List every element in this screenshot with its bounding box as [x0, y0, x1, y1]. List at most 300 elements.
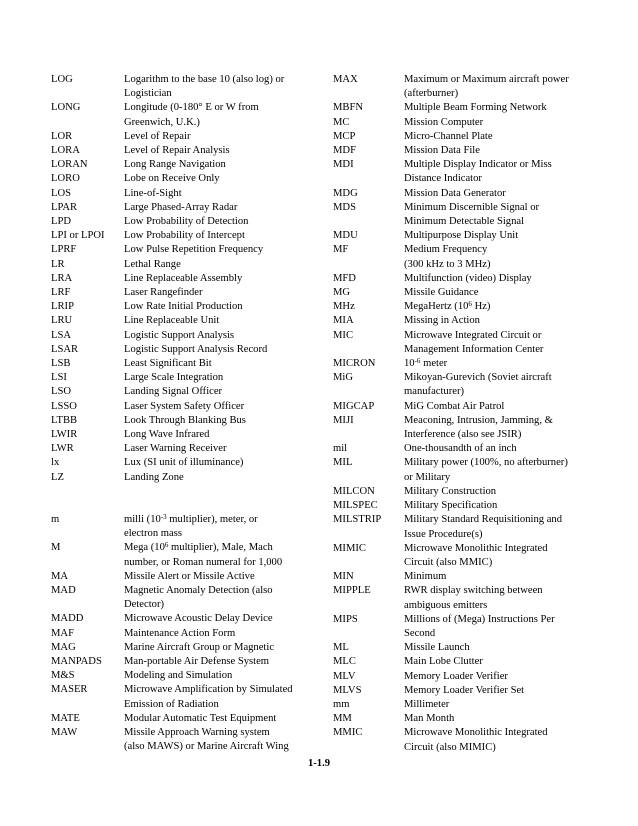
definition-line: Military Specification: [404, 500, 498, 512]
glossary-entry: [51, 513, 313, 541]
definition-text: MegaHertz (10: [404, 301, 469, 313]
glossary-term: MF: [333, 244, 349, 256]
glossary-term: MIJI: [333, 414, 354, 426]
glossary-entry: [51, 371, 313, 385]
definition-line: Microwave Acoustic Delay Device: [124, 613, 273, 625]
glossary-term: MFD: [333, 272, 356, 284]
definition-line: Medium Frequency: [404, 244, 488, 256]
glossary-term: MDG: [333, 187, 358, 199]
definition-text: multiplier), Male, Mach: [168, 542, 273, 554]
glossary-definition: [404, 144, 591, 158]
glossary-entry: [333, 570, 591, 584]
glossary-definition: [404, 130, 591, 144]
glossary-entry: [51, 187, 313, 201]
definition-line: Large Phased-Array Radar: [124, 201, 238, 213]
glossary-entry: [333, 314, 591, 328]
definition-line: Microwave Monolithic Integrated: [404, 727, 548, 739]
glossary-entry: [333, 158, 591, 186]
glossary-term: LZ: [51, 471, 64, 483]
glossary-term: MDF: [333, 145, 356, 157]
glossary-term: LOG: [51, 74, 73, 85]
glossary-definition: [124, 300, 313, 314]
superscript-exponent: -3: [160, 512, 167, 521]
glossary-definition: [124, 243, 313, 257]
glossary-definition: [404, 329, 591, 357]
glossary-definition: [124, 101, 313, 129]
glossary-definition: [404, 712, 591, 726]
glossary-entry: [51, 385, 313, 399]
glossary-term: LPRF: [51, 244, 77, 256]
glossary-term: M&S: [51, 670, 75, 682]
definition-line: One-thousandth of an inch: [404, 443, 517, 455]
definition-text: Hz): [471, 301, 491, 313]
glossary-definition: [404, 442, 591, 456]
glossary-entry: [333, 726, 591, 754]
glossary-entry: [333, 414, 591, 442]
definition-line: Millions of (Mega) Instructions Per: [404, 613, 555, 625]
glossary-definition: [124, 329, 313, 343]
glossary-term: MCP: [333, 130, 356, 142]
glossary-definition: [124, 584, 313, 612]
glossary-entry: [333, 101, 591, 115]
glossary-definition: [124, 442, 313, 456]
definition-line: Line Replaceable Unit: [124, 315, 220, 327]
glossary-term: MAF: [51, 627, 74, 639]
glossary-term: MIPPLE: [333, 585, 371, 597]
definition-line: Issue Procedure(s): [404, 528, 483, 540]
definition-text: Mega (10: [124, 542, 165, 554]
definition-line: MiG Combat Air Patrol: [404, 400, 505, 412]
glossary-entry: [51, 612, 313, 626]
glossary-term: MAW: [51, 726, 78, 738]
glossary-entry: [51, 300, 313, 314]
definition-line: Distance Indicator: [404, 173, 482, 185]
glossary-term: MLV: [333, 670, 356, 682]
definition-text: meter: [420, 358, 448, 370]
glossary-entry: [333, 300, 591, 314]
definition-line: RWR display switching between: [404, 585, 543, 597]
glossary-definition: [404, 371, 591, 399]
definition-line: Greenwich, U.K.): [124, 116, 200, 128]
glossary-term: MDI: [333, 159, 354, 171]
glossary-entry: [333, 371, 591, 399]
glossary-entry: [51, 144, 313, 158]
glossary-entry: [51, 343, 313, 357]
glossary-entry: [51, 712, 313, 726]
section-gap: [51, 485, 313, 513]
glossary-entry: [333, 286, 591, 300]
definition-line: ambiguous emitters: [404, 599, 488, 611]
glossary-entry: [51, 272, 313, 286]
glossary-term: LWIR: [51, 429, 78, 441]
glossary-definition: [124, 357, 313, 371]
definition-line: Mission Data Generator: [404, 187, 506, 199]
glossary-term: MIMIC: [333, 542, 366, 554]
glossary-term: LWR: [51, 443, 74, 455]
definition-line: Minimum Discernible Signal or: [404, 201, 540, 213]
definition-line: Mission Data File: [404, 145, 480, 157]
definition-line: manufacturer): [404, 386, 464, 398]
glossary-term: LRU: [51, 315, 73, 327]
glossary-term: MASER: [51, 684, 88, 696]
glossary-term: MIPS: [333, 613, 358, 625]
glossary-definition: [404, 485, 591, 499]
glossary-entry: [333, 187, 591, 201]
definition-line: Logarithm to the base 10 (also log) or: [124, 74, 285, 85]
glossary-term: MDU: [333, 230, 358, 242]
glossary-entry: [51, 683, 313, 711]
glossary-definition: [124, 570, 313, 584]
definition-line: Large Scale Integration: [124, 372, 224, 384]
definition-line: (300 kHz to 3 MHz): [404, 258, 491, 270]
definition-line: Circuit (also MIMIC): [404, 741, 496, 753]
glossary-definition: [404, 584, 591, 612]
definition-line: Logistic Support Analysis Record: [124, 343, 268, 355]
glossary-definition: [124, 272, 313, 286]
glossary-entry: [51, 357, 313, 371]
glossary-term: LSAR: [51, 343, 79, 355]
glossary-term: MADD: [51, 613, 84, 625]
glossary-entry: [51, 541, 313, 569]
glossary-definition: [124, 130, 313, 144]
right-glossary-column: [333, 73, 591, 755]
definition-line: Low Rate Initial Production: [124, 301, 243, 313]
glossary-term: M: [51, 542, 61, 554]
glossary-definition: [124, 456, 313, 470]
definition-line: Missile Guidance: [404, 287, 479, 299]
definition-line: Long Range Navigation: [124, 159, 226, 171]
glossary-definition: [124, 726, 313, 754]
glossary-entry: [333, 641, 591, 655]
glossary-definition: [404, 613, 591, 641]
glossary-entry: [51, 286, 313, 300]
glossary-entry: [333, 684, 591, 698]
definition-line: Military power (100%, no afterburner): [404, 457, 568, 469]
glossary-definition: [404, 286, 591, 300]
glossary-entry: [51, 329, 313, 343]
glossary-definition: [404, 456, 591, 484]
glossary-term: LOR: [51, 130, 73, 142]
glossary-entry: [333, 698, 591, 712]
glossary-definition: [124, 215, 313, 229]
glossary-term: m: [51, 513, 60, 525]
glossary-term: MIC: [333, 329, 354, 341]
definition-line: Man Month: [404, 713, 455, 725]
definition-line: Level of Repair Analysis: [124, 145, 230, 157]
glossary-term: LPAR: [51, 201, 78, 213]
glossary-definition: [124, 655, 313, 669]
definition-line: Multifunction (video) Display: [404, 272, 532, 284]
definition-line: Meaconing, Intrusion, Jamming, &: [404, 414, 553, 426]
glossary-entry: [333, 329, 591, 357]
glossary-term: LPI or LPOI: [51, 230, 105, 242]
definition-line: Laser Rangefinder: [124, 287, 203, 299]
glossary-term: MM: [333, 713, 352, 725]
glossary-term: MBFN: [333, 102, 364, 114]
glossary-entry: [51, 627, 313, 641]
definition-line: Minimum Detectable Signal: [404, 216, 525, 228]
superscript-exponent: 6: [468, 300, 472, 309]
definition-line: Line-of-Sight: [124, 187, 182, 199]
definition-line: Laser Warning Receiver: [124, 443, 227, 455]
glossary-term: MDS: [333, 201, 356, 213]
glossary-entry: [51, 172, 313, 186]
definition-line: Multiple Beam Forming Network: [404, 102, 547, 114]
glossary-definition: [404, 243, 591, 271]
glossary-definition: [124, 683, 313, 711]
definition-line: Memory Loader Verifier: [404, 670, 508, 682]
glossary-definition: [404, 272, 591, 286]
definition-line: Landing Signal Officer: [124, 386, 223, 398]
glossary-definition: [404, 570, 591, 584]
glossary-term: MLVS: [333, 684, 362, 696]
definition-text: milli (10: [124, 513, 161, 525]
glossary-term: LSI: [51, 372, 67, 384]
glossary-term: MA: [51, 570, 69, 582]
glossary-entry: [51, 669, 313, 683]
glossary-definition: [124, 513, 313, 541]
definition-line: Longitude (0-180° E or W from: [124, 102, 259, 114]
definition-line: Magnetic Anomaly Detection (also: [124, 584, 273, 596]
glossary-definition: [404, 116, 591, 130]
glossary-definition: [124, 627, 313, 641]
glossary-entry: [333, 613, 591, 641]
definition-line: Detector): [124, 599, 164, 611]
glossary-definition: [404, 726, 591, 754]
definition-line: Missile Launch: [404, 642, 470, 654]
glossary-entry: [51, 314, 313, 328]
superscript-exponent: 6: [164, 541, 169, 550]
glossary-definition: [124, 669, 313, 683]
definition-line: [404, 300, 591, 314]
glossary-entry: [51, 130, 313, 144]
glossary-term: MG: [333, 287, 351, 299]
glossary-entry: [333, 485, 591, 499]
glossary-definition: [124, 371, 313, 385]
glossary-definition: [404, 698, 591, 712]
definition-line: or Military: [404, 471, 451, 483]
definition-line: Line Replaceable Assembly: [124, 272, 243, 284]
glossary-entry: [51, 584, 313, 612]
glossary-definition: [124, 201, 313, 215]
glossary-definition: [404, 73, 591, 101]
glossary-entry: [333, 670, 591, 684]
glossary-definition: [124, 471, 313, 485]
glossary-term: MIGCAP: [333, 400, 375, 412]
glossary-term: LONG: [51, 102, 81, 114]
glossary-definition: [124, 400, 313, 414]
definition-line: Low Pulse Repetition Frequency: [124, 244, 264, 256]
glossary-term: LSA: [51, 329, 72, 341]
definition-text: 10: [404, 358, 415, 370]
glossary-entry: [51, 101, 313, 129]
definition-line: Microwave Amplification by Simulated: [124, 684, 293, 696]
glossary-entry: [51, 414, 313, 428]
glossary-entry: [51, 655, 313, 669]
glossary-entry: [51, 73, 313, 101]
glossary-term: MIL: [333, 457, 353, 469]
glossary-term: lx: [51, 457, 60, 469]
glossary-definition: [124, 172, 313, 186]
glossary-entry: [333, 712, 591, 726]
definition-line: Military Standard Requisitioning and: [404, 514, 563, 526]
glossary-definition: [124, 286, 313, 300]
definition-line: Laser System Safety Officer: [124, 400, 245, 412]
definition-line: Interference (also see JSIR): [404, 429, 522, 441]
definition-line: Military Construction: [404, 485, 497, 497]
glossary-entry: [333, 499, 591, 513]
definition-line: Maximum or Maximum aircraft power: [404, 74, 569, 85]
glossary-entry: [51, 243, 313, 257]
glossary-term: MLC: [333, 656, 356, 668]
glossary-entry: [51, 258, 313, 272]
glossary-definition: [404, 655, 591, 669]
glossary-definition: [404, 201, 591, 229]
definition-line: Missile Approach Warning system: [124, 726, 270, 738]
definition-line: Circuit (also MMIC): [404, 556, 493, 568]
glossary-definition: [404, 499, 591, 513]
definition-line: (afterburner): [404, 88, 459, 100]
definition-line: electron mass: [124, 528, 182, 540]
definition-line: Look Through Blanking Bus: [124, 414, 246, 426]
definition-line: Landing Zone: [124, 471, 184, 483]
glossary-term: LSO: [51, 386, 72, 398]
glossary-term: MIN: [333, 571, 354, 583]
glossary-definition: [404, 400, 591, 414]
definition-line: Mikoyan-Gurevich (Soviet aircraft: [404, 372, 552, 384]
glossary-definition: [404, 542, 591, 570]
definition-line: Marine Aircraft Group or Magnetic: [124, 641, 275, 653]
glossary-definition: [124, 641, 313, 655]
glossary-entry: [333, 73, 591, 101]
page-number: 1-1.9: [307, 758, 331, 769]
glossary-term: MAD: [51, 584, 76, 596]
glossary-entry: [51, 201, 313, 215]
glossary-term: LTBB: [51, 414, 78, 426]
definition-line: Long Wave Infrared: [124, 429, 210, 441]
definition-line: Missile Alert or Missile Active: [124, 570, 255, 582]
definition-line: Memory Loader Verifier Set: [404, 684, 525, 696]
glossary-entry: [51, 400, 313, 414]
glossary-term: LRA: [51, 272, 73, 284]
glossary-definition: [124, 343, 313, 357]
glossary-definition: [124, 258, 313, 272]
glossary-entry: [333, 243, 591, 271]
glossary-entry: [51, 641, 313, 655]
glossary-entry: [51, 456, 313, 470]
glossary-term: LORAN: [51, 159, 88, 171]
glossary-definition: [124, 229, 313, 243]
glossary-entry: [333, 116, 591, 130]
glossary-definition: [124, 187, 313, 201]
glossary-entry: [51, 428, 313, 442]
glossary-term: MC: [333, 116, 350, 128]
glossary-entry: [51, 158, 313, 172]
glossary-entry: [333, 272, 591, 286]
glossary-definition: [404, 314, 591, 328]
glossary-term: mil: [333, 443, 348, 455]
glossary-definition: [124, 385, 313, 399]
glossary-term: LRIP: [51, 301, 74, 313]
glossary-term: LOS: [51, 187, 72, 199]
definition-line: [404, 357, 591, 371]
definition-line: Lux (SI unit of illuminance): [124, 457, 244, 469]
definition-line: Second: [404, 627, 436, 639]
glossary-definition: [124, 712, 313, 726]
glossary-entry: [333, 400, 591, 414]
superscript-exponent: -6: [414, 357, 421, 366]
glossary-term: MATE: [51, 712, 80, 724]
glossary-definition: [124, 144, 313, 158]
glossary-definition: [404, 229, 591, 243]
glossary-term: MMIC: [333, 727, 363, 739]
definition-line: Maintenance Action Form: [124, 627, 236, 639]
glossary-definition: [404, 684, 591, 698]
glossary-term: MiG: [333, 372, 354, 384]
glossary-definition: [404, 158, 591, 186]
definition-line: Missing in Action: [404, 315, 480, 327]
definition-text: multiplier), meter, or: [166, 513, 258, 525]
glossary-definition: [404, 414, 591, 442]
glossary-entry: [51, 726, 313, 754]
glossary-entry: [333, 542, 591, 570]
glossary-term: MIA: [333, 315, 354, 327]
glossary-entry: [333, 229, 591, 243]
definition-line: Microwave Monolithic Integrated: [404, 542, 548, 554]
definition-line: Least Significant Bit: [124, 358, 212, 370]
glossary-entry: [51, 471, 313, 485]
glossary-entry: [51, 442, 313, 456]
glossary-definition: [124, 428, 313, 442]
glossary-definition: [124, 541, 313, 569]
left-glossary-column: [51, 73, 313, 754]
glossary-entry: [51, 229, 313, 243]
glossary-entry: [333, 442, 591, 456]
definition-line: Modeling and Simulation: [124, 670, 233, 682]
glossary-entry: [333, 513, 591, 541]
glossary-definition: [124, 158, 313, 172]
glossary-entry: [333, 456, 591, 484]
glossary-entry: [51, 215, 313, 229]
glossary-definition: [404, 641, 591, 655]
definition-line: Man-portable Air Defense System: [124, 655, 270, 667]
definition-line: Low Probability of Detection: [124, 216, 249, 228]
glossary-definition: [124, 414, 313, 428]
definition-line: Multipurpose Display Unit: [404, 230, 519, 242]
glossary-definition: [404, 187, 591, 201]
glossary-term: MAX: [333, 74, 358, 85]
glossary-term: LSB: [51, 358, 71, 370]
glossary-entry: [333, 357, 591, 371]
definition-line: Logistic Support Analysis: [124, 329, 235, 341]
glossary-term: ML: [333, 642, 349, 654]
definition-line: [124, 513, 313, 527]
glossary-term: MILSPEC: [333, 500, 378, 512]
glossary-term: LPD: [51, 216, 72, 228]
definition-line: [124, 541, 313, 555]
glossary-term: LR: [51, 258, 65, 270]
glossary-term: MICRON: [333, 358, 376, 370]
definition-line: Multiple Display Indicator or Miss: [404, 159, 552, 171]
glossary-definition: [404, 300, 591, 314]
definition-line: (also MAWS) or Marine Aircraft Wing: [124, 741, 289, 753]
definition-line: Microwave Integrated Circuit or: [404, 329, 542, 341]
definition-line: Lobe on Receive Only: [124, 173, 220, 185]
glossary-term: MAG: [51, 641, 76, 653]
glossary-term: LRF: [51, 287, 71, 299]
glossary-term: LSSO: [51, 400, 77, 412]
definition-line: Millimeter: [404, 698, 450, 710]
